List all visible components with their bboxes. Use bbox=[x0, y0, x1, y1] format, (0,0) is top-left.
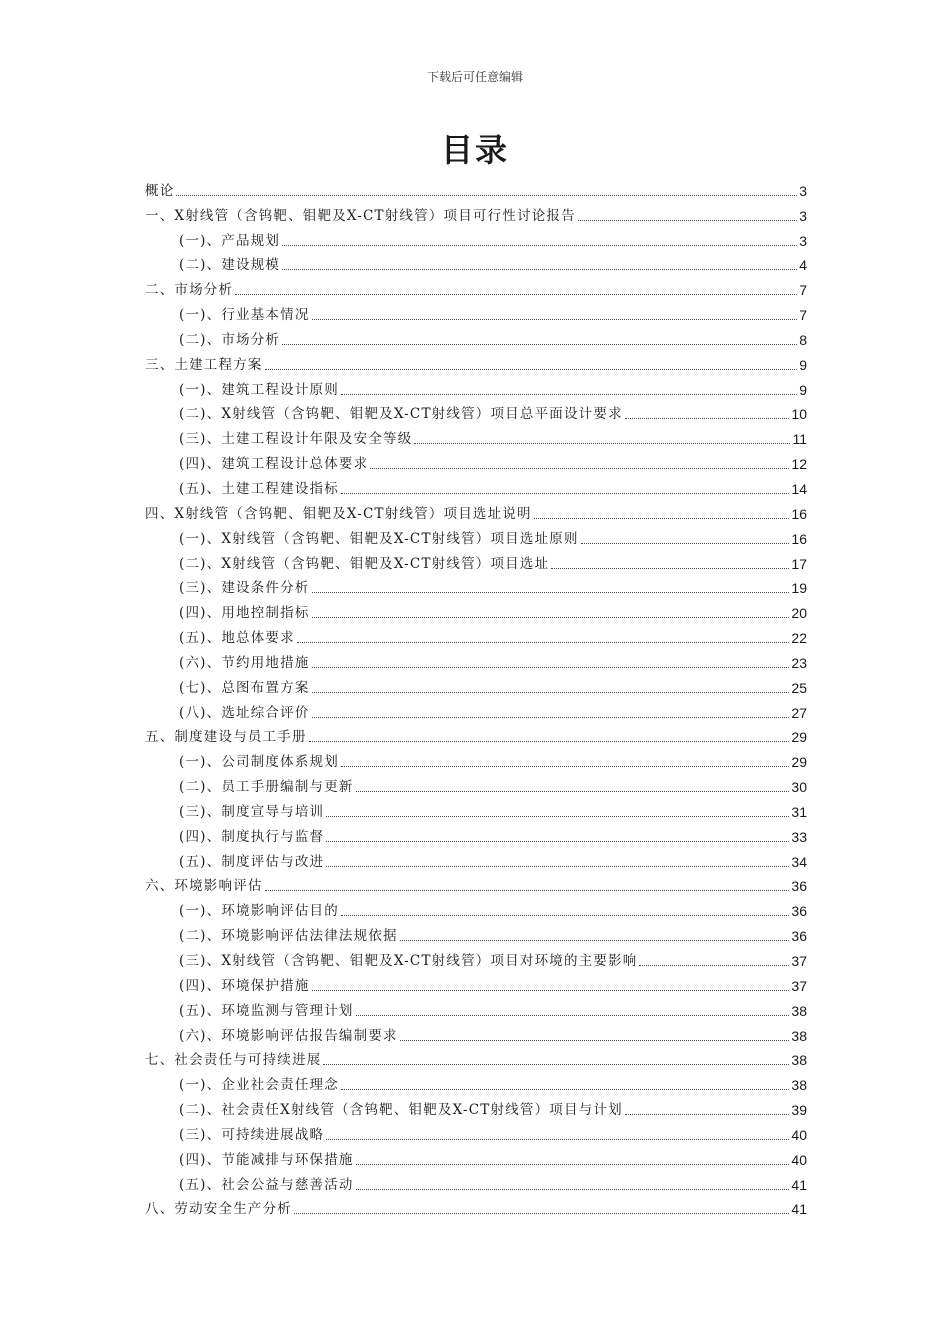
toc-entry[interactable] bbox=[145, 772, 807, 797]
toc-page-number: 40 bbox=[791, 1151, 807, 1168]
toc-dot-leader bbox=[578, 220, 797, 221]
toc-entry-text: (四)、节能减排与环保措施 bbox=[179, 1151, 354, 1168]
toc-entry-text: (一)、环境影响评估目的 bbox=[179, 903, 339, 920]
toc-dot-leader bbox=[414, 443, 790, 444]
toc-entry[interactable] bbox=[145, 623, 807, 648]
toc-entry-text: (二)、X射线管（含钨靶、钼靶及X-CT射线管）项目选址 bbox=[179, 555, 550, 572]
toc-entry-text: (五)、环境监测与管理计划 bbox=[179, 1002, 354, 1019]
toc-page-number: 16 bbox=[791, 505, 807, 522]
toc-entry-text: (五)、土建工程建设指标 bbox=[179, 480, 339, 497]
toc-page-number: 38 bbox=[791, 1077, 807, 1094]
toc-page-number: 36 bbox=[791, 878, 807, 895]
toc-page-number: 40 bbox=[791, 1126, 807, 1143]
toc-page-number: 3 bbox=[799, 232, 807, 249]
toc-page-number: 19 bbox=[791, 580, 807, 597]
toc-entry[interactable] bbox=[145, 1170, 807, 1195]
toc-entry[interactable] bbox=[145, 375, 807, 400]
toc-entry-text: (二)、建设规模 bbox=[179, 257, 281, 274]
toc-entry[interactable] bbox=[145, 1095, 807, 1120]
toc-entry[interactable] bbox=[145, 325, 807, 350]
toc-entry-text: (三)、建设条件分析 bbox=[179, 580, 310, 597]
toc-dot-leader bbox=[326, 841, 789, 842]
toc-dot-leader bbox=[312, 990, 790, 991]
toc-entry[interactable] bbox=[145, 673, 807, 698]
toc-entry-text: (八)、选址综合评价 bbox=[179, 704, 310, 721]
toc-dot-leader bbox=[551, 568, 789, 569]
toc-entry-text: (四)、环境保护措施 bbox=[179, 977, 310, 994]
toc-entry[interactable] bbox=[145, 698, 807, 723]
toc-entry-text: (四)、建筑工程设计总体要求 bbox=[179, 456, 369, 473]
toc-page-number: 20 bbox=[791, 605, 807, 622]
toc-dot-leader bbox=[356, 1164, 790, 1165]
toc-dot-leader bbox=[341, 493, 789, 494]
toc-entry-text: 六、环境影响评估 bbox=[145, 878, 263, 895]
toc-entry[interactable] bbox=[145, 847, 807, 872]
toc-dot-leader bbox=[312, 319, 798, 320]
toc-entry[interactable] bbox=[145, 549, 807, 574]
toc-page-number: 39 bbox=[791, 1102, 807, 1119]
toc-entry-text: (二)、环境影响评估法律法规依据 bbox=[179, 928, 398, 945]
toc-entry[interactable] bbox=[145, 946, 807, 971]
toc-entry-text: (二)、X射线管（含钨靶、钼靶及X-CT射线管）项目总平面设计要求 bbox=[179, 406, 623, 423]
toc-page-number: 8 bbox=[799, 331, 807, 348]
toc-dot-leader bbox=[639, 965, 789, 966]
toc-page-number: 9 bbox=[799, 381, 807, 398]
toc-entry-text: (二)、员工手册编制与更新 bbox=[179, 779, 354, 796]
toc-entry[interactable] bbox=[145, 872, 807, 897]
toc-entry-text: 八、劳动安全生产分析 bbox=[145, 1201, 292, 1218]
toc-entry-text: (五)、制度评估与改进 bbox=[179, 853, 325, 870]
toc-page-number: 9 bbox=[799, 356, 807, 373]
table-of-contents bbox=[145, 176, 807, 1219]
toc-page-number: 30 bbox=[791, 779, 807, 796]
toc-entry[interactable] bbox=[145, 1070, 807, 1095]
toc-dot-leader bbox=[323, 1064, 789, 1065]
toc-entry[interactable] bbox=[145, 524, 807, 549]
toc-page-number: 31 bbox=[791, 803, 807, 820]
toc-entry-text: (一)、建筑工程设计原则 bbox=[179, 381, 339, 398]
toc-dot-leader bbox=[341, 766, 789, 767]
toc-dot-leader bbox=[309, 741, 790, 742]
toc-entry[interactable] bbox=[145, 1021, 807, 1046]
toc-entry-text: 三、土建工程方案 bbox=[145, 356, 263, 373]
toc-page-number: 37 bbox=[791, 977, 807, 994]
toc-page-number: 12 bbox=[791, 456, 807, 473]
toc-entry-text: (三)、X射线管（含钨靶、钼靶及X-CT射线管）项目对环境的主要影响 bbox=[179, 953, 638, 969]
toc-entry[interactable] bbox=[145, 797, 807, 822]
toc-entry-text: (二)、市场分析 bbox=[179, 331, 281, 348]
toc-dot-leader bbox=[312, 592, 790, 593]
toc-entry-text: (三)、土建工程设计年限及安全等级 bbox=[179, 431, 413, 448]
toc-entry[interactable] bbox=[145, 176, 807, 201]
toc-entry[interactable] bbox=[145, 1120, 807, 1145]
toc-page-number: 17 bbox=[791, 555, 807, 572]
toc-page-number: 36 bbox=[791, 928, 807, 945]
toc-page-number: 38 bbox=[791, 1052, 807, 1069]
toc-dot-leader bbox=[326, 866, 789, 867]
toc-dot-leader bbox=[625, 418, 790, 419]
toc-entry-text: 五、制度建设与员工手册 bbox=[145, 729, 307, 746]
toc-dot-leader bbox=[282, 344, 797, 345]
toc-entry[interactable] bbox=[145, 1195, 807, 1220]
toc-entry[interactable] bbox=[145, 499, 807, 524]
toc-page-number: 16 bbox=[791, 530, 807, 547]
toc-dot-leader bbox=[356, 791, 790, 792]
toc-page-number: 29 bbox=[791, 754, 807, 771]
toc-dot-leader bbox=[341, 915, 789, 916]
toc-page-number: 36 bbox=[791, 903, 807, 920]
toc-dot-leader bbox=[341, 1089, 789, 1090]
toc-dot-leader bbox=[581, 543, 790, 544]
toc-dot-leader bbox=[265, 369, 798, 370]
toc-page-number: 38 bbox=[791, 1002, 807, 1019]
toc-dot-leader bbox=[400, 1040, 790, 1041]
toc-dot-leader bbox=[326, 816, 789, 817]
toc-page-number: 41 bbox=[791, 1176, 807, 1193]
toc-dot-leader bbox=[297, 642, 790, 643]
toc-dot-leader bbox=[235, 294, 797, 295]
toc-entry[interactable] bbox=[145, 300, 807, 325]
toc-page-number: 38 bbox=[791, 1027, 807, 1044]
toc-entry-text: (一)、产品规划 bbox=[179, 232, 281, 249]
toc-entry-text: 七、社会责任与可持续进展 bbox=[145, 1052, 322, 1069]
toc-dot-leader bbox=[400, 940, 790, 941]
toc-entry[interactable] bbox=[145, 474, 807, 499]
toc-dot-leader bbox=[312, 617, 790, 618]
toc-dot-leader bbox=[312, 692, 790, 693]
toc-entry[interactable] bbox=[145, 822, 807, 847]
toc-dot-leader bbox=[312, 717, 790, 718]
toc-page-number: 3 bbox=[799, 182, 807, 199]
toc-entry[interactable] bbox=[145, 350, 807, 375]
toc-dot-leader bbox=[341, 394, 797, 395]
toc-entry[interactable] bbox=[145, 201, 807, 226]
toc-entry-text: (五)、社会公益与慈善活动 bbox=[179, 1176, 354, 1193]
toc-page-number: 29 bbox=[791, 729, 807, 746]
toc-entry[interactable] bbox=[145, 896, 807, 921]
toc-entry[interactable] bbox=[145, 251, 807, 276]
toc-page-number: 22 bbox=[791, 630, 807, 647]
toc-dot-leader bbox=[176, 195, 797, 196]
toc-entry-text: (七)、总图布置方案 bbox=[179, 679, 310, 696]
toc-entry-text: (六)、节约用地措施 bbox=[179, 654, 310, 671]
toc-entry-text: (四)、用地控制指标 bbox=[179, 605, 310, 622]
toc-dot-leader bbox=[294, 1213, 789, 1214]
toc-entry-text: (四)、制度执行与监督 bbox=[179, 828, 325, 845]
toc-entry[interactable] bbox=[145, 996, 807, 1021]
toc-dot-leader bbox=[265, 890, 790, 891]
toc-dot-leader bbox=[356, 1015, 790, 1016]
toc-entry-text: (一)、企业社会责任理念 bbox=[179, 1077, 339, 1094]
toc-entry[interactable] bbox=[145, 747, 807, 772]
toc-page-number: 7 bbox=[799, 307, 807, 324]
toc-dot-leader bbox=[356, 1189, 790, 1190]
toc-page-number: 25 bbox=[791, 679, 807, 696]
toc-page-number: 3 bbox=[799, 207, 807, 224]
page-header-note: 下载后可任意编辑 bbox=[426, 70, 523, 84]
toc-page-number: 10 bbox=[791, 406, 807, 423]
toc-entry[interactable] bbox=[145, 598, 807, 623]
toc-dot-leader bbox=[282, 245, 797, 246]
toc-entry[interactable] bbox=[145, 921, 807, 946]
toc-dot-leader bbox=[625, 1114, 790, 1115]
toc-dot-leader bbox=[326, 1139, 789, 1140]
toc-entry-text: 四、X射线管（含钨靶、钼靶及X-CT射线管）项目选址说明 bbox=[145, 505, 532, 522]
toc-title: 目录 bbox=[440, 131, 509, 169]
toc-entry[interactable] bbox=[145, 226, 807, 251]
toc-page-number: 11 bbox=[792, 431, 807, 448]
toc-entry-text: 二、市场分析 bbox=[145, 282, 234, 299]
toc-entry[interactable] bbox=[145, 723, 807, 748]
toc-entry[interactable] bbox=[145, 1046, 807, 1071]
toc-entry-text: (五)、地总体要求 bbox=[179, 630, 295, 647]
toc-entry[interactable] bbox=[145, 424, 807, 449]
toc-entry[interactable] bbox=[145, 574, 807, 599]
toc-entry[interactable] bbox=[145, 400, 807, 425]
toc-entry[interactable] bbox=[145, 648, 807, 673]
toc-entry-text: (一)、公司制度体系规划 bbox=[179, 754, 339, 771]
toc-entry-text: (一)、X射线管（含钨靶、钼靶及X-CT射线管）项目选址原则 bbox=[179, 530, 579, 547]
toc-entry-text: (二)、社会责任X射线管（含钨靶、钼靶及X-CT射线管）项目与计划 bbox=[179, 1102, 623, 1119]
toc-dot-leader bbox=[534, 518, 790, 519]
toc-entry-text: 概论 bbox=[145, 182, 175, 199]
toc-page-number: 33 bbox=[791, 828, 807, 845]
toc-entry-text: (三)、可持续进展战略 bbox=[179, 1126, 325, 1143]
toc-entry-text: (六)、环境影响评估报告编制要求 bbox=[179, 1027, 398, 1044]
toc-page-number: 37 bbox=[791, 953, 807, 969]
toc-entry[interactable] bbox=[145, 971, 807, 996]
toc-page-number: 34 bbox=[791, 853, 807, 870]
toc-dot-leader bbox=[370, 468, 789, 469]
toc-entry[interactable] bbox=[145, 449, 807, 474]
toc-entry[interactable] bbox=[145, 275, 807, 300]
toc-dot-leader bbox=[282, 269, 797, 270]
toc-page-number: 23 bbox=[791, 654, 807, 671]
toc-dot-leader bbox=[312, 667, 790, 668]
toc-page-number: 7 bbox=[799, 282, 807, 299]
toc-entry[interactable] bbox=[145, 1145, 807, 1170]
toc-page-number: 4 bbox=[799, 257, 807, 274]
toc-entry-text: (三)、制度宣导与培训 bbox=[179, 803, 325, 820]
toc-entry-text: (一)、行业基本情况 bbox=[179, 307, 310, 324]
toc-page-number: 41 bbox=[791, 1201, 807, 1218]
toc-page-number: 14 bbox=[791, 480, 807, 497]
toc-entry-text: 一、X射线管（含钨靶、钼靶及X-CT射线管）项目可行性讨论报告 bbox=[145, 207, 576, 224]
toc-page-number: 27 bbox=[791, 704, 807, 721]
